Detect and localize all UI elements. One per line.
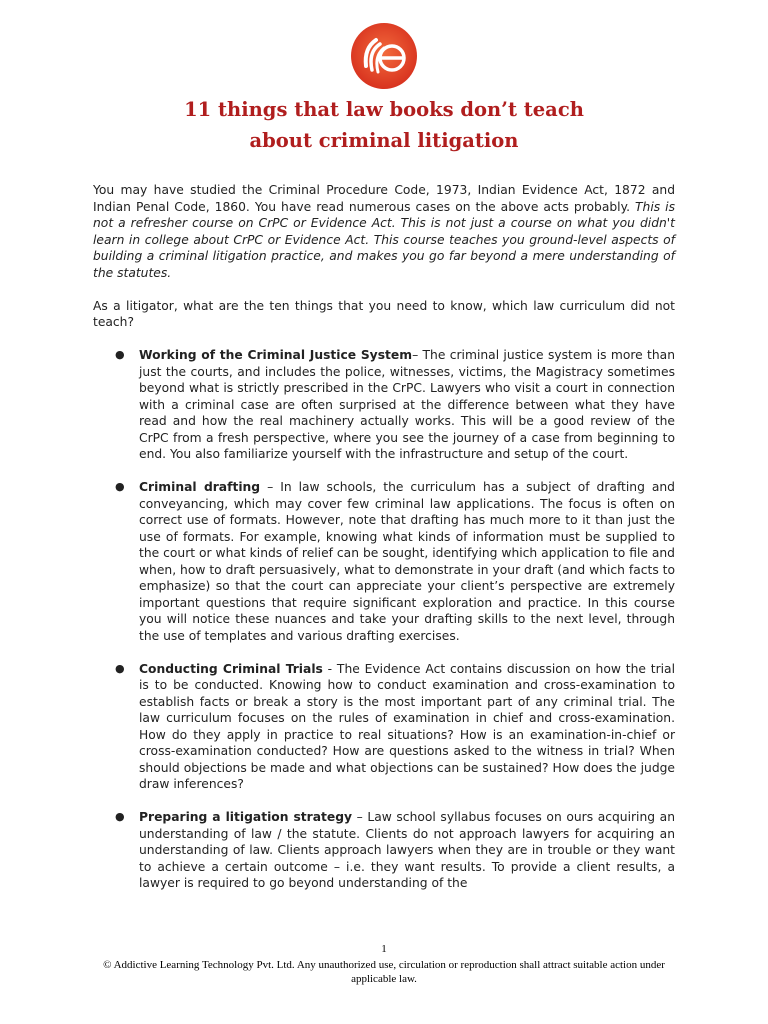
addictive-learning-logo-icon bbox=[350, 22, 418, 90]
item-text: - The Evidence Act contains discussion on how the trial is to be conducted. Knowing how to conduct examination and cross-examination to establish facts or break a story is the most important part of any criminal trial. The law curriculum focuses on the rules of examination in chief and cross-examination. How do they apply in practice to real situations? How is an examination-in-chief or cross-examination conducted? How are questions asked to the witness in trial? When should objections be made and what objections can be sustained? How does the judge draw inferences? bbox=[139, 661, 675, 791]
copyright-notice: © Addictive Learning Technology Pvt. Ltd. Any unauthorized use, circulation or reproduction shall attract suitable action under applicable law. bbox=[103, 959, 665, 985]
list-item bbox=[93, 809, 675, 892]
bullet-icon: ● bbox=[115, 661, 125, 675]
document-body bbox=[93, 182, 675, 908]
intro-plain: You may have studied the Criminal Procedure Code, 1973, Indian Evidence Act, 1872 and Indian Penal Code, 1860. You have read numerous cases on the above acts probably. bbox=[93, 183, 675, 214]
page-footer bbox=[0, 942, 768, 986]
bullet-icon: ● bbox=[115, 480, 125, 493]
list-item bbox=[93, 661, 675, 793]
item-heading: Criminal drafting bbox=[139, 480, 261, 494]
intro-italic: This is not a refresher course on CrPC or Evidence Act. This is not just a course on what you didn't learn in college about CrPC or Evidence Act. This course teaches you ground-level aspects of building a criminal litigation practice, and makes you go far beyond a mere understanding of the statutes. bbox=[93, 199, 675, 280]
item-text: – In law schools, the curriculum has a subject of drafting and conveyancing, which may cover few criminal law applications. The focus is often on correct use of formats. However, note that drafting has much more to it than just the use of formats. For example, knowing what kinds of information must be supplied to the court or what kinds of relief can be sought, identifying which application to file and when, how to draft persuasively, what to demonstrate in your draft (and which facts to emphasize) so that the court can appreciate your client’s perspective are extremely important questions that require significant exploration and practice. In this course you will notice these nuances and take your drafting skills to the next level, through the use of templates and various drafting exercises. bbox=[139, 480, 675, 643]
bullet-icon: ● bbox=[115, 810, 125, 823]
list-item bbox=[93, 347, 675, 463]
question-paragraph: As a litigator, what are the ten things that you need to know, which law curriculum did not teach? bbox=[93, 298, 675, 329]
intro-paragraph bbox=[93, 182, 675, 281]
title-line-2: about criminal litigation bbox=[249, 129, 519, 152]
page-number: 1 bbox=[381, 943, 387, 955]
document-title bbox=[0, 94, 768, 156]
item-heading: Conducting Criminal Trials bbox=[139, 661, 323, 676]
bullet-icon: ● bbox=[115, 348, 125, 361]
item-heading: Preparing a litigation strategy bbox=[139, 810, 353, 824]
item-heading: Working of the Criminal Justice System bbox=[139, 348, 413, 362]
list-item bbox=[93, 479, 675, 644]
item-text: – The criminal justice system is more than just the courts, and includes the police, witnesses, victims, the Magistracy sometimes beyond what is strictly prescribed in the CrPC. Lawyers who visit a court in connection with a criminal case are often surprised at the difference between what they have read and how the real machinery actually works. This will be a good review of the CrPC from a fresh perspective, where you see the journey of a case from beginning to end. You also familiarize yourself with the infrastructure and setup of the court. bbox=[139, 348, 676, 461]
topic-list bbox=[93, 347, 675, 892]
item-text: – Law school syllabus focuses on ours acquiring an understanding of law / the statute. Clients do not approach lawyers for acquiring an understanding of law. Clients approach lawyers when they are in trouble or they want to achieve a certain outcome – i.e. they want results. To provide a client results, a lawyer is required to go beyond understanding of the bbox=[139, 810, 675, 890]
title-line-1: 11 things that law books don’t teach bbox=[184, 98, 584, 121]
